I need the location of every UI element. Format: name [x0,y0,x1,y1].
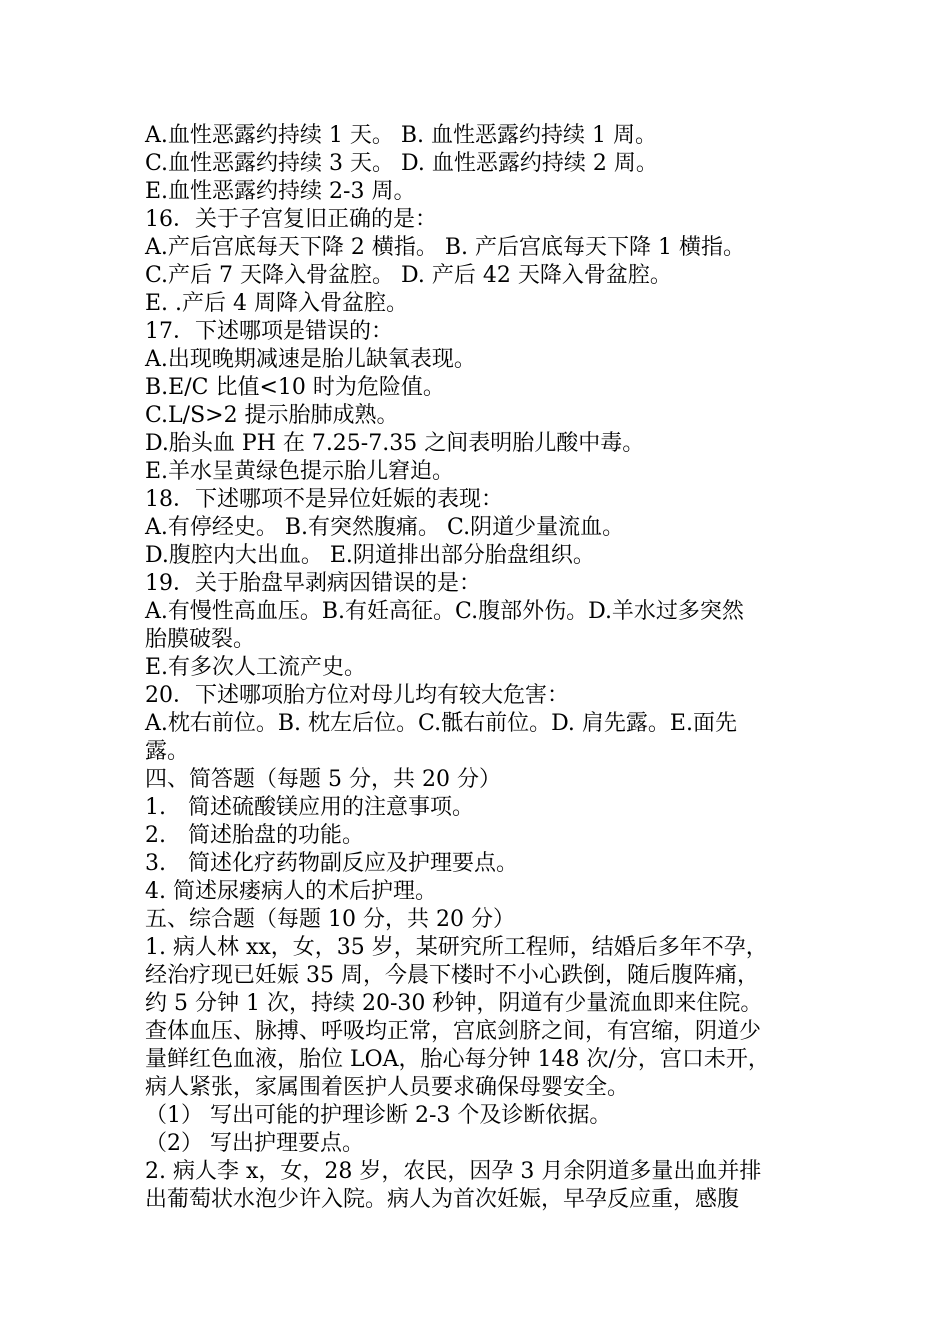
text-line: A.血性恶露约持续 1 天。 B. 血性恶露约持续 1 周。 [145,123,657,148]
text-line: 露。 [145,739,190,764]
text-line: B.E/C 比值<10 时为危险值。 [145,375,445,400]
section-heading: 五、综合题（每题 10 分，共 20 分） [145,907,515,932]
text-line: （1） 写出可能的护理诊断 2-3 个及诊断依据。 [145,1103,612,1128]
text-line: C.血性恶露约持续 3 天。 D. 血性恶露约持续 2 周。 [145,151,658,176]
text-line: 1. 病人林 xx，女，35 岁，某研究所工程师，结婚后多年不孕， [145,935,768,960]
text-line: A.枕右前位。B. 枕左后位。C.骶右前位。D. 肩先露。E.面先 [145,711,737,736]
text-line: （2） 写出护理要点。 [145,1131,364,1156]
text-line: A.有慢性高血压。B.有妊高征。C.腹部外伤。D.羊水过多突然 [145,599,744,624]
text-line: 出葡萄状水泡少许入院。病人为首次妊娠，早孕反应重，感腹 [145,1187,740,1212]
text-line: A.产后宫底每天下降 2 横指。 B. 产后宫底每天下降 1 横指。 [145,235,745,260]
text-line: 3. 简述化疗药物副反应及护理要点。 [145,851,518,876]
text-line: 查体血压、脉搏、呼吸均正常，宫底剑脐之间，有宫缩，阴道少 [145,1019,762,1044]
question-heading: 17．下述哪项是错误的： [145,319,393,344]
text-line: E.有多次人工流产史。 [145,655,367,680]
text-line: 量鲜红色血液，胎位 LOA，胎心每分钟 148 次/分，宫口未开， [145,1047,770,1072]
text-line: 2. 简述胎盘的功能。 [145,823,364,848]
text-line: 胎膜破裂。 [145,627,256,652]
text-line: E.羊水呈黄绿色提示胎儿窘迫。 [145,459,455,484]
text-line: 病人紧张，家属围着医护人员要求确保母婴安全。 [145,1075,630,1100]
text-line: A.出现晚期减速是胎儿缺氧表现。 [145,347,476,372]
document-body [145,122,810,1214]
text-line: C.L/S>2 提示胎肺成熟。 [145,403,399,428]
text-line: E. .产后 4 周降入骨盆腔。 [145,291,409,316]
question-heading: 16．关于子宫复旧正确的是： [145,207,437,232]
section-heading: 四、简答题（每题 5 分，共 20 分） [145,767,501,792]
text-line: 1. 简述硫酸镁应用的注意事项。 [145,795,474,820]
text-line: D.腹腔内大出血。 E.阴道排出部分胎盘组织。 [145,543,595,568]
text-line: A.有停经史。 B.有突然腹痛。 C.阴道少量流血。 [145,515,625,540]
text-line: E.血性恶露约持续 2-3 周。 [145,179,416,204]
text-line: C.产后 7 天降入骨盆腔。 D. 产后 42 天降入骨盆腔。 [145,263,672,288]
question-heading: 20．下述哪项胎方位对母儿均有较大危害： [145,683,569,708]
question-heading: 18．下述哪项不是异位妊娠的表现： [145,487,503,512]
question-heading: 19．关于胎盘早剥病因错误的是： [145,571,481,596]
text-line: D.胎头血 PH 在 7.25-7.35 之间表明胎儿酸中毒。 [145,431,645,456]
text-line: 2. 病人李 x，女，28 岁，农民，因孕 3 月余阴道多量出血并排 [145,1159,762,1184]
text-line: 约 5 分钟 1 次，持续 20-30 秒钟，阴道有少量流血即来住院。 [145,991,763,1016]
text-line: 4. 简述尿瘘病人的术后护理。 [145,879,437,904]
text-line: 经治疗现已妊娠 35 周，今晨下楼时不小心跌倒，随后腹阵痛， [145,963,759,988]
